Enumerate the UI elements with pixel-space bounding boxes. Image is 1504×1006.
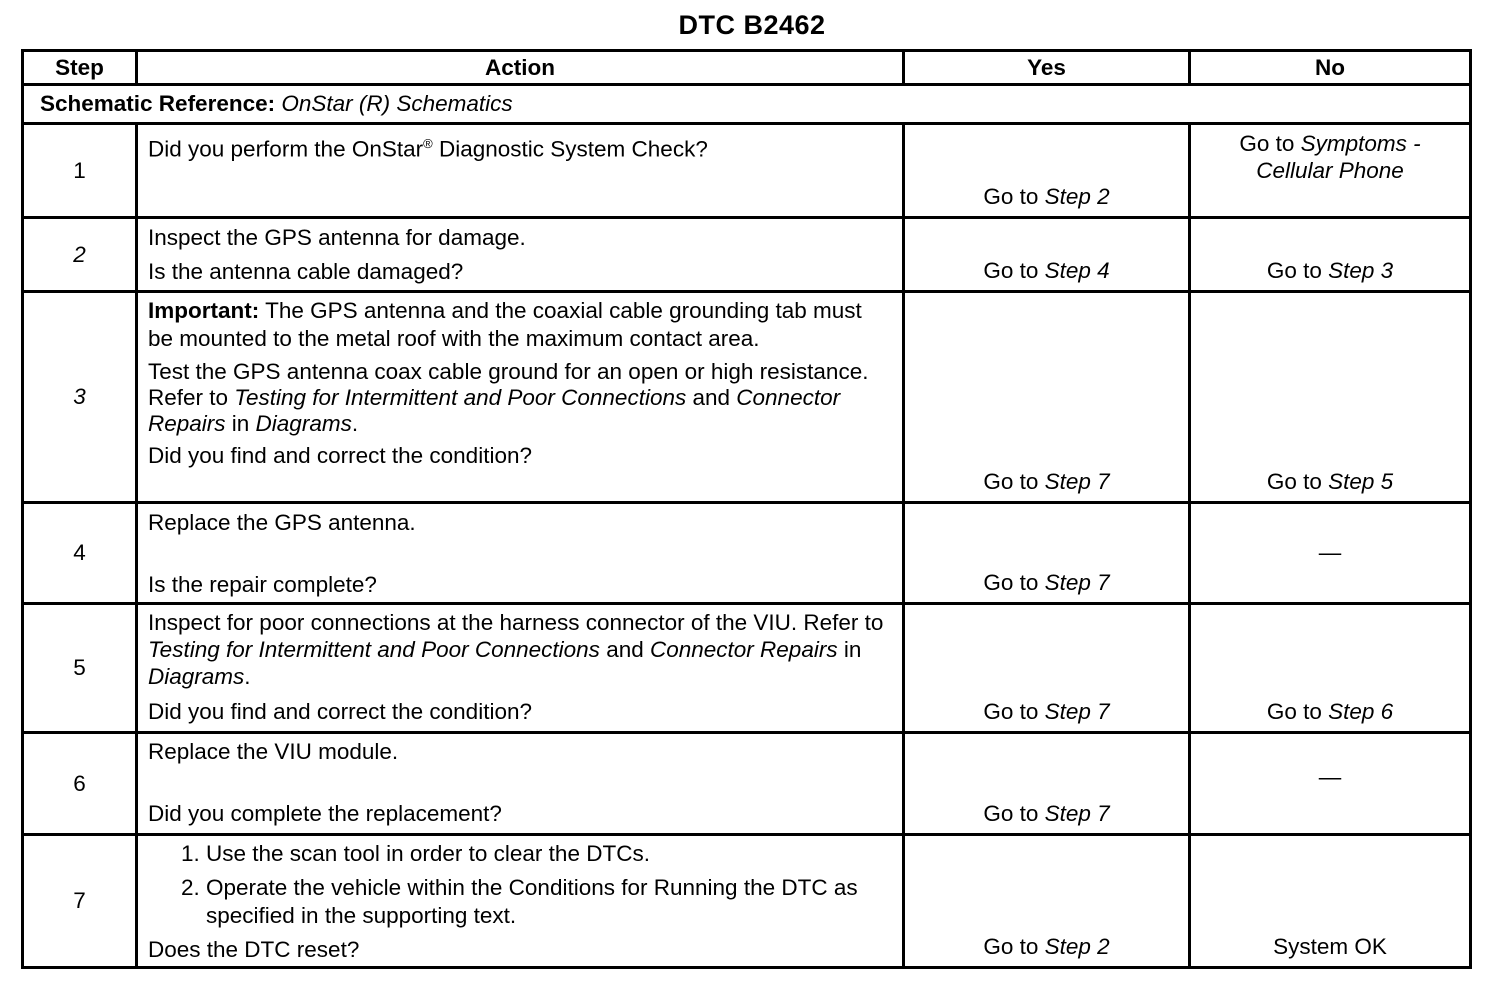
no-cell	[1190, 292, 1471, 503]
step-link[interactable]: Step 3	[1328, 258, 1394, 283]
important-label: Important:	[148, 298, 260, 323]
step-number: 2	[23, 218, 137, 292]
action-cell	[137, 292, 904, 503]
no-cell	[1190, 503, 1471, 604]
connector-repairs-link[interactable]: Connector Repairs	[649, 637, 838, 662]
header-no: No	[1190, 51, 1471, 85]
no-cell	[1190, 218, 1471, 292]
action-cell	[137, 124, 904, 218]
step-link[interactable]: Step 7	[1044, 801, 1110, 826]
schematic-row	[23, 85, 1471, 124]
action-text: Did you perform the OnStar® Diagnostic System Check?	[148, 136, 708, 162]
step-number: 4	[23, 503, 137, 604]
action-text: Inspect the GPS antenna for damage.	[148, 225, 526, 250]
yes-cell	[904, 503, 1190, 604]
table-row	[23, 124, 1471, 218]
header-row	[23, 51, 1471, 85]
yes-goto: Go to Step 7	[983, 801, 1110, 826]
table-row	[23, 835, 1471, 968]
action-text: Test the GPS antenna coax cable ground for an open or high resistance. Refer to Testing for Intermittent and Poor Connections and Connector Repairs in Diagrams.	[148, 359, 869, 436]
action-cell	[137, 503, 904, 604]
action-text: Inspect for poor connections at the harness connector of the VIU. Refer to Testing for Intermittent and Poor Connections and Connector Repairs in Diagrams.	[148, 610, 884, 689]
table-row	[23, 733, 1471, 835]
action-text: Replace the GPS antenna.	[148, 510, 416, 535]
action-question: Does the DTC reset?	[148, 937, 360, 962]
symptoms-link[interactable]: Symptoms -	[1300, 131, 1421, 156]
step-number: 5	[23, 604, 137, 733]
header-action: Action	[137, 51, 904, 85]
diagrams-link[interactable]: Diagrams	[255, 411, 352, 436]
no-dash: —	[1318, 764, 1342, 789]
schematic-link[interactable]: OnStar (R) Schematics	[281, 91, 513, 116]
no-goto: Go to Step 5	[1266, 469, 1394, 494]
yes-cell	[904, 124, 1190, 218]
step-link[interactable]: Step 7	[1044, 699, 1110, 724]
step-number: 1	[23, 124, 137, 218]
yes-goto: Go to Step 7	[983, 469, 1110, 494]
no-goto: Go to Step 6	[1266, 699, 1394, 724]
action-text: Replace the VIU module.	[148, 739, 399, 764]
step-number: 7	[23, 835, 137, 968]
yes-goto: Go to Step 4	[983, 258, 1110, 283]
no-cell	[1190, 733, 1471, 835]
procedure-list	[148, 840, 892, 930]
action-question: Is the antenna cable damaged?	[148, 259, 464, 284]
step-link[interactable]: Step 7	[1044, 469, 1110, 494]
yes-goto: Go to Step 7	[983, 699, 1110, 724]
testing-link[interactable]: Testing for Intermittent and Poor Connections	[148, 637, 600, 662]
step-number: 6	[23, 733, 137, 835]
step-link[interactable]: Step 7	[1044, 570, 1110, 595]
step-link[interactable]: Step 2	[1044, 934, 1110, 959]
table-row	[23, 292, 1471, 503]
header-yes: Yes	[904, 51, 1190, 85]
no-dash: —	[1318, 540, 1342, 565]
step-link[interactable]: Step 2	[1044, 184, 1110, 209]
yes-cell	[904, 733, 1190, 835]
connector-repairs-link[interactable]: Connector Repairs	[148, 385, 841, 436]
action-cell	[137, 218, 904, 292]
list-item: 1. Use the scan tool in order to clear the DTCs.	[206, 840, 892, 868]
no-cell	[1190, 124, 1471, 218]
schematic-reference	[23, 85, 1471, 124]
cellular-phone-link[interactable]: Cellular Phone	[1256, 158, 1404, 183]
yes-cell	[904, 292, 1190, 503]
step-number: 3	[23, 292, 137, 503]
yes-cell	[904, 218, 1190, 292]
action-question: Did you complete the replacement?	[148, 801, 502, 826]
table-row	[23, 503, 1471, 604]
no-result: System OK	[1273, 934, 1387, 959]
important-note: Important: The GPS antenna and the coaxial cable grounding tab must be mounted to the metal roof with the maximum contact area.	[148, 298, 862, 351]
yes-goto: Go to Step 2	[983, 934, 1110, 959]
diagnostic-table	[21, 49, 1472, 969]
step-link[interactable]: Step 4	[1044, 258, 1110, 283]
no-cell	[1190, 604, 1471, 733]
action-cell	[137, 835, 904, 968]
no-goto: Go to Step 3	[1266, 258, 1394, 283]
step-link[interactable]: Step 6	[1328, 699, 1394, 724]
testing-link[interactable]: Testing for Intermittent and Poor Connections	[234, 385, 687, 410]
yes-goto: Go to Step 7	[983, 570, 1110, 595]
action-question: Is the repair complete?	[148, 572, 377, 597]
action-cell	[137, 733, 904, 835]
no-goto: Go to Symptoms - Cellular Phone	[1239, 131, 1421, 183]
action-question: Did you find and correct the condition?	[148, 699, 532, 724]
diagrams-link[interactable]: Diagrams	[148, 664, 245, 689]
action-cell	[137, 604, 904, 733]
action-question: Did you find and correct the condition?	[148, 443, 532, 468]
no-cell	[1190, 835, 1471, 968]
yes-cell	[904, 835, 1190, 968]
header-step: Step	[23, 51, 137, 85]
table-row	[23, 604, 1471, 733]
yes-goto: Go to Step 2	[983, 184, 1110, 209]
step-link[interactable]: Step 5	[1328, 469, 1394, 494]
yes-cell	[904, 604, 1190, 733]
table-row	[23, 218, 1471, 292]
page-title: DTC B2462	[678, 10, 826, 40]
list-item: 2. Operate the vehicle within the Conditions for Running the DTC as specified in the supporting text.	[206, 874, 892, 930]
schematic-label: Schematic Reference:	[40, 91, 276, 116]
registered-mark: ®	[423, 136, 433, 151]
